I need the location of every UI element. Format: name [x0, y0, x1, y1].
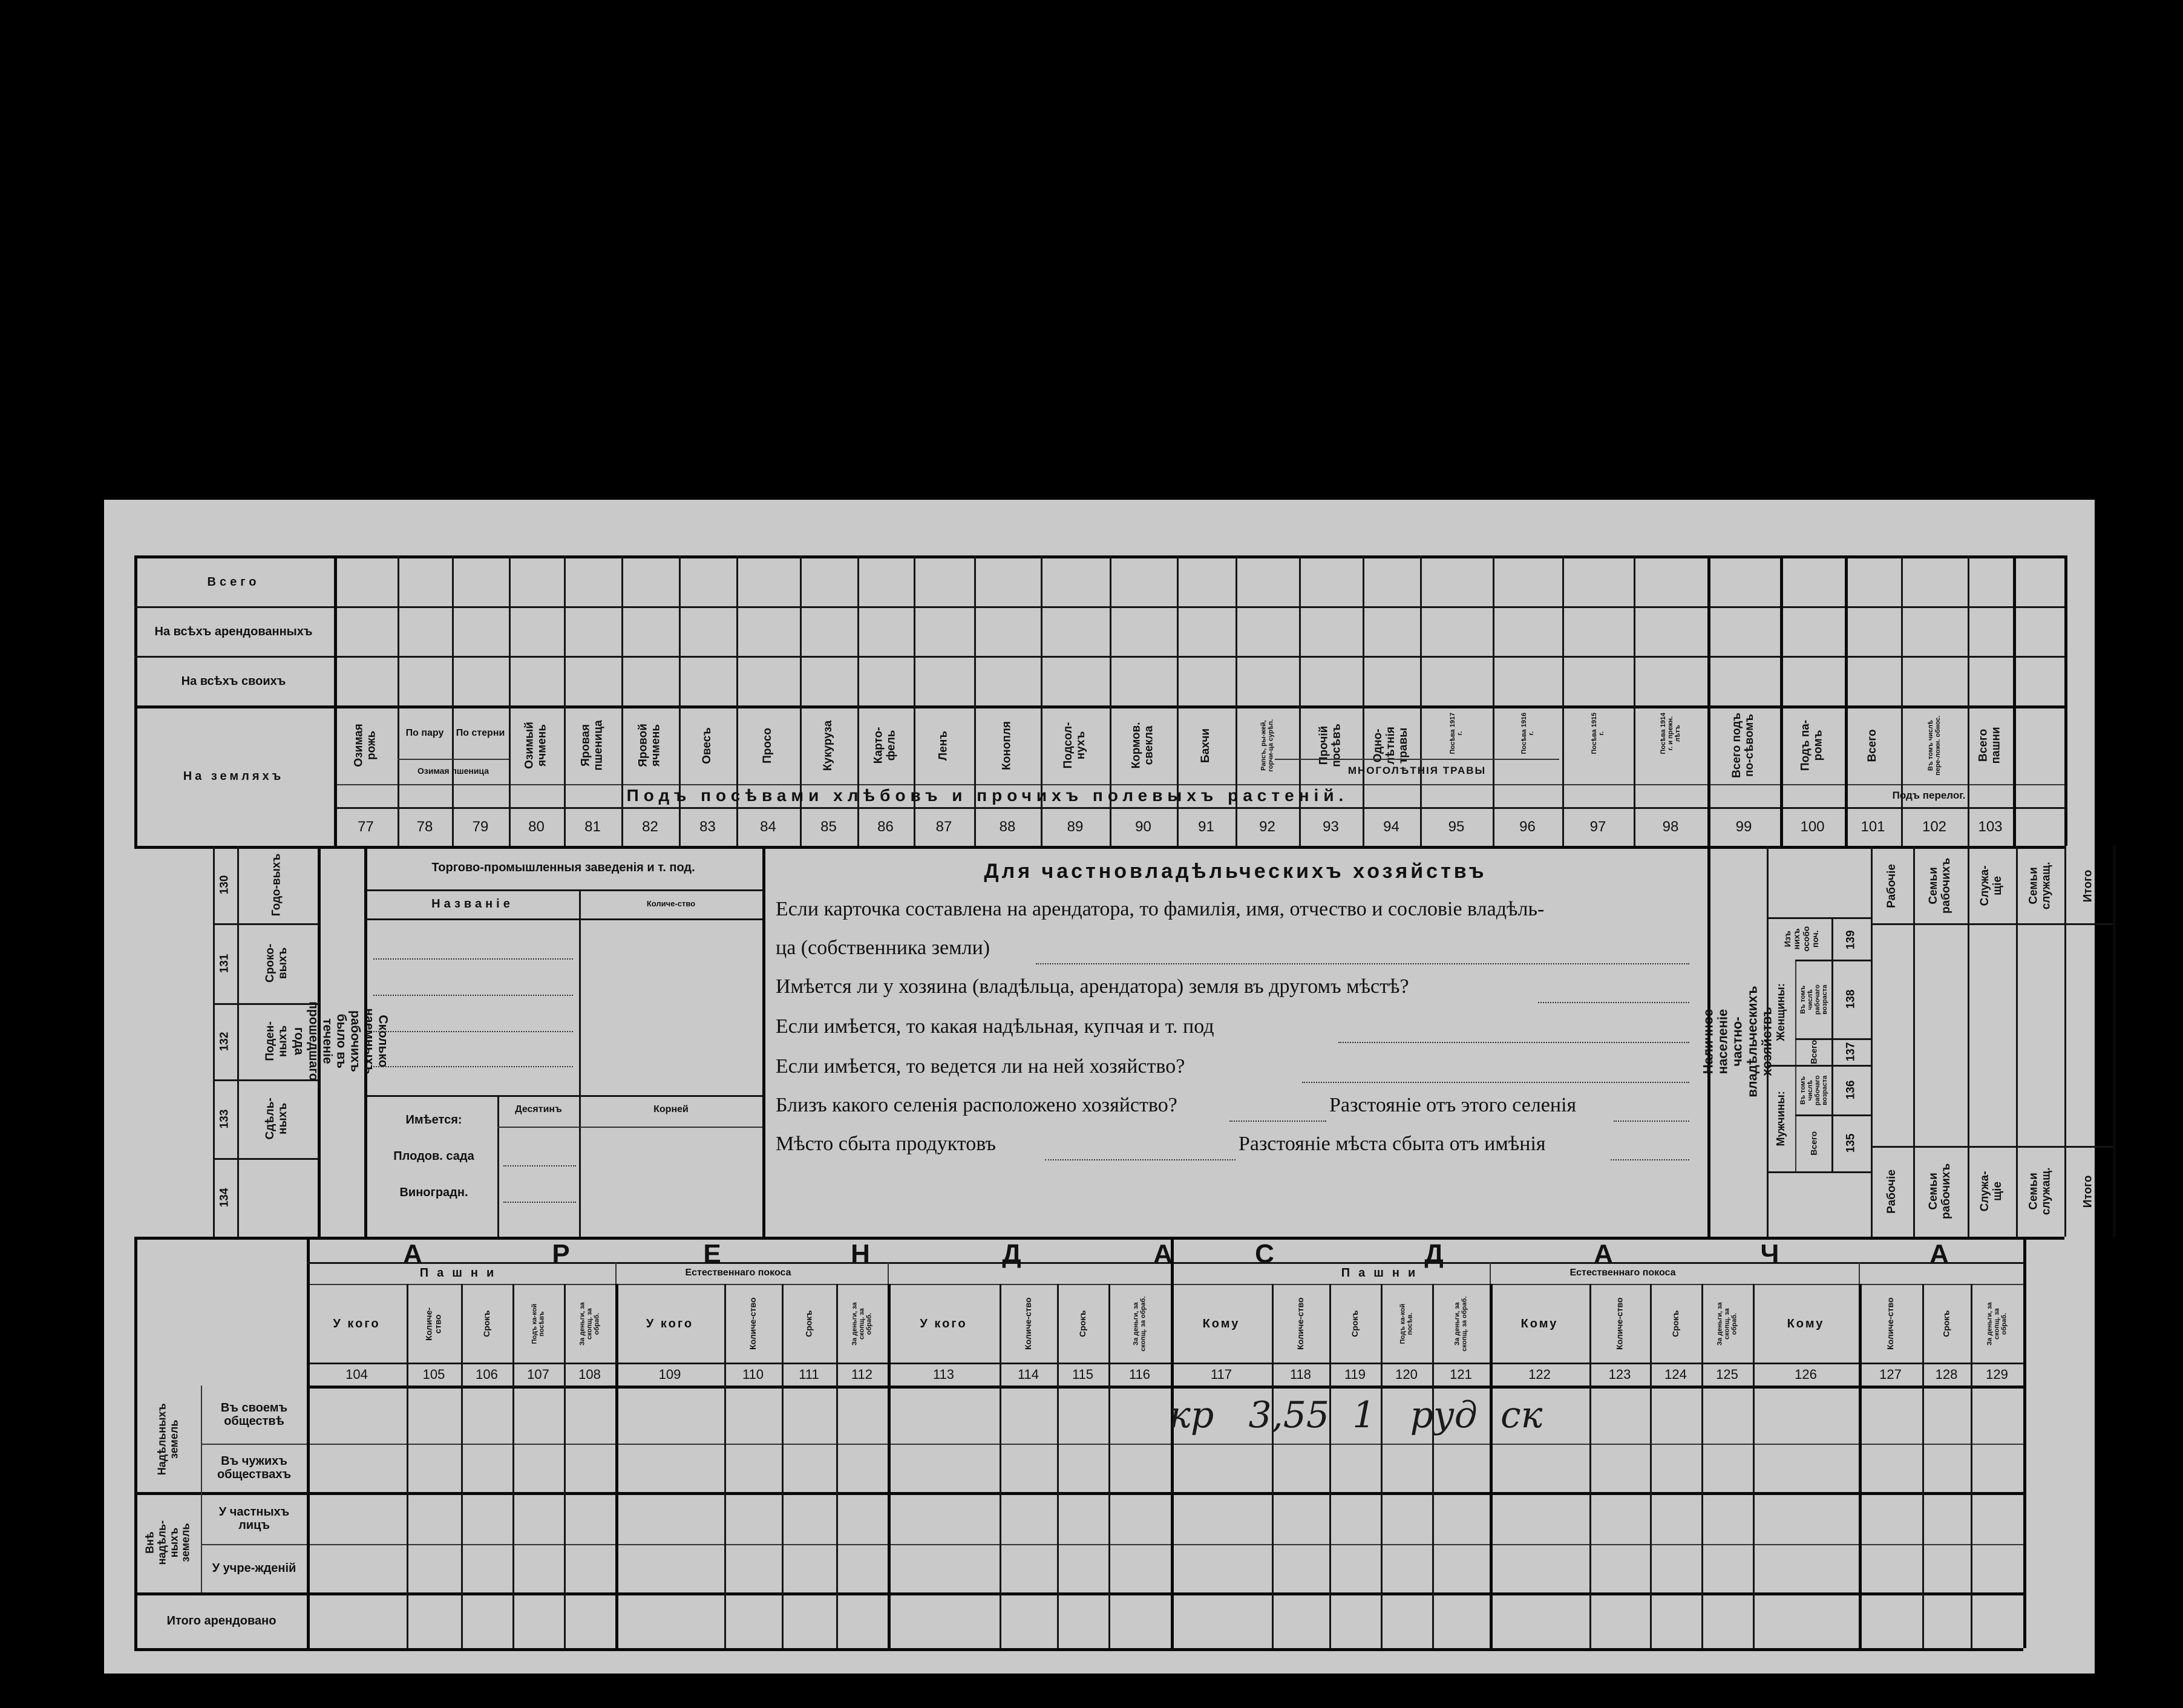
women-label: Женщины:: [1775, 983, 1787, 1041]
col-num-85: 85: [820, 819, 837, 835]
perennial-grass-group: МНОГОЛѢТНІЯ ТРАВЫ: [1347, 764, 1487, 776]
crop-header-6: Яровой ячмень: [637, 724, 663, 767]
lease-num-112: 112: [851, 1367, 873, 1382]
meadow-arenda: Естественнаго покоса: [685, 1268, 791, 1278]
col-num-89: 89: [1067, 819, 1084, 835]
lease-col-21: Срокъ: [1670, 1310, 1680, 1338]
col-num-87: 87: [935, 819, 952, 835]
pop-num-135: 135: [1844, 1133, 1857, 1153]
lease-col-9: За деньги, за скопщ. за обраб.: [851, 1302, 873, 1346]
sdacha-letter-3: А: [1594, 1239, 1613, 1269]
pop-num-137: 137: [1844, 1042, 1857, 1061]
sdacha-letter-5: А: [1929, 1239, 1949, 1269]
crop-header-7: Овесъ: [701, 727, 714, 764]
orchard-label: Плодов. сада: [393, 1150, 474, 1163]
worker-num-130: 130: [218, 875, 231, 894]
crop-header-21: Посѣва 1915 г.: [1590, 712, 1605, 754]
crop-header-16: Рапсъ, ры-жей, горчи-ца сурѣп.: [1260, 719, 1275, 772]
allotment-group-label: Надѣльныхъ земель: [155, 1403, 180, 1476]
col-num-86: 86: [877, 819, 894, 835]
col-num-100: 100: [1800, 819, 1825, 835]
crop-header-22: Посѣва 1914 г. и прежн. лѣтъ: [1659, 712, 1682, 754]
pop-head-bottom-4: Семьи служащ.: [2027, 1167, 2053, 1216]
crop-header-25: Всего: [1866, 728, 1879, 762]
col-num-91: 91: [1198, 819, 1214, 835]
lease-col-18: За деньги, за скопщ. за обраб.: [1453, 1296, 1468, 1352]
arenda-letter-5: Д: [1002, 1239, 1021, 1269]
lease-col-20: Количе-ство: [1614, 1297, 1625, 1350]
crop-header-11: Ленъ: [937, 730, 950, 761]
crop-header-3: По стерни: [456, 728, 505, 739]
meadow-sdacha: Естественнаго покоса: [1569, 1268, 1676, 1278]
row-own-society: Въ своемъ обществѣ: [220, 1401, 288, 1428]
q-owner-2: ца (собственника земли): [776, 937, 990, 959]
sowing-banner: Подъ посѣвами хлѣбовъ и прочихъ полевыхъ растеній.: [626, 785, 1349, 805]
men-working-label: Въ томъ числѣ рабочаго возраста: [1799, 1075, 1829, 1105]
lease-num-121: 121: [1450, 1367, 1472, 1382]
crop-header-13: Подсол-нухъ: [1062, 722, 1087, 769]
worker-type-4: Сдѣль-ныхъ: [264, 1098, 289, 1140]
lease-col-2: Количе-ство: [424, 1307, 443, 1341]
lease-num-123: 123: [1608, 1367, 1631, 1382]
lease-num-116: 116: [1128, 1367, 1151, 1382]
lease-num-122: 122: [1528, 1367, 1551, 1382]
row-other-societies: Въ чужихъ обществахъ: [217, 1454, 292, 1481]
lease-num-128: 128: [1935, 1367, 1958, 1382]
sdacha-letter-2: Д: [1424, 1239, 1444, 1269]
crop-header-15: Бахчи: [1199, 728, 1213, 763]
col-num-98: 98: [1662, 819, 1679, 835]
lease-num-118: 118: [1289, 1367, 1312, 1382]
nonallotment-group-label: Внѣ надѣль-ныхъ земель: [143, 1520, 192, 1565]
q-land-type: Если имѣется, то какая надѣльная, купчая и т. под: [776, 1015, 1214, 1038]
lease-num-117: 117: [1210, 1367, 1232, 1382]
lease-num-119: 119: [1344, 1367, 1366, 1382]
crop-header-14: Кормов. свекла: [1130, 722, 1156, 769]
col-num-99: 99: [1735, 819, 1752, 835]
crop-header-26: Въ томъ числѣ пере-ложн. обнос.: [1926, 715, 1942, 776]
crop-header-24: Подъ па-ромъ: [1799, 719, 1825, 771]
lease-num-105: 105: [422, 1367, 445, 1382]
col-num-81: 81: [584, 819, 601, 835]
pop-num-138: 138: [1844, 989, 1857, 1009]
lease-col-4: Подъ ка-кой посѣвъ: [531, 1303, 546, 1344]
lease-col-6: У кого: [646, 1317, 694, 1330]
women-total-label: Всего: [1808, 1040, 1819, 1064]
col-num-78: 78: [416, 819, 433, 835]
crop-header-1: Озимая рожь: [352, 724, 378, 767]
col-num-83: 83: [699, 819, 716, 835]
worker-num-134: 134: [218, 1188, 231, 1207]
q-market-distance: Разстояніе мѣста сбыта отъ имѣнія: [1239, 1133, 1546, 1155]
handwritten-entry: кр 3,55 1 руд ск: [1169, 1394, 1543, 1436]
arable-arenda: Пашни: [419, 1266, 503, 1280]
col-num-101: 101: [1861, 819, 1885, 835]
lease-num-108: 108: [578, 1367, 601, 1382]
col-num-79: 79: [472, 819, 489, 835]
lease-num-124: 124: [1664, 1367, 1687, 1382]
worker-type-2: Сроко-выхъ: [264, 943, 289, 983]
population-title: Наличное населеніе частно-владѣльческихъ хозяйствъ: [1700, 985, 1775, 1098]
col-num-95: 95: [1448, 819, 1465, 835]
lease-col-3: Срокъ: [481, 1310, 491, 1338]
lease-num-114: 114: [1017, 1367, 1039, 1382]
worker-num-133: 133: [218, 1109, 231, 1128]
pop-head-top-4: Семьи служащ.: [2027, 862, 2053, 910]
row-label-total: Всего: [207, 575, 260, 589]
lease-col-10: У кого: [920, 1317, 967, 1330]
lease-col-16: Срокъ: [1349, 1310, 1360, 1338]
fallow-group: Подъ перелог.: [1892, 789, 1966, 801]
worker-num-132: 132: [218, 1032, 231, 1051]
men-label: Мужчины:: [1775, 1091, 1787, 1147]
col-num-96: 96: [1519, 819, 1536, 835]
q-farming: Если имѣется, то ведется ли на ней хозяйство?: [776, 1055, 1185, 1078]
private-title: Для частновладѣльческихъ хозяйствъ: [984, 860, 1487, 883]
row-total-leased: Итого арендовано: [166, 1614, 277, 1628]
crop-header-2: По пару: [405, 728, 444, 739]
col-num-92: 92: [1259, 819, 1275, 835]
arable-sdacha: Пашни: [1341, 1266, 1424, 1280]
lease-col-22: За деньги, за скопщ. за обраб.: [1716, 1302, 1738, 1346]
trade-title: Торгово-промышленныя заведенія и т. под.: [431, 861, 695, 874]
lease-col-24: Количе-ство: [1885, 1297, 1895, 1350]
lease-col-13: За деньги, за скопщ. за обраб.: [1132, 1296, 1147, 1352]
q-owner-1: Если карточка составлена на арендатора, то фамилія, имя, отчество и сословіе владѣль-: [776, 898, 1545, 920]
winter-wheat-group: Озимая пшеница: [417, 766, 489, 776]
trade-col-name: Названіе: [431, 897, 514, 911]
lease-num-106: 106: [476, 1367, 498, 1382]
lease-col-19: Кому: [1520, 1317, 1559, 1330]
pop-num-136: 136: [1844, 1080, 1857, 1099]
q-village: Близъ какого селенія расположено хозяйство?: [776, 1094, 1177, 1116]
servants-label: Изъ нихъ особо поч.: [1782, 926, 1821, 952]
lease-num-129: 129: [1986, 1367, 2008, 1382]
pop-head-top-3: Служа-щіе: [1978, 865, 2004, 906]
worker-type-3: Поден-ныхъ: [264, 1021, 289, 1061]
row-label-leased: На всѣхъ арендованныхъ: [154, 625, 313, 638]
sdacha-letter-4: Ч: [1760, 1239, 1779, 1269]
lease-col-26: За деньги, за скопщ. за обраб.: [1986, 1302, 2008, 1346]
col-num-93: 93: [1323, 819, 1339, 835]
worker-type-1: Годо-выхъ: [270, 853, 283, 916]
crop-header-8: Просо: [761, 727, 774, 764]
arenda-letter-2: Р: [552, 1239, 570, 1269]
col-num-90: 90: [1135, 819, 1151, 835]
crop-header-9: Кукуруза: [822, 720, 835, 771]
census-card: [104, 500, 2095, 1674]
row-institutions: У учре-жденій: [212, 1562, 296, 1575]
lease-col-12: Срокъ: [1077, 1310, 1087, 1338]
lease-num-115: 115: [1072, 1367, 1094, 1382]
crop-header-4: Озимый ячмень: [523, 722, 549, 769]
lease-num-125: 125: [1716, 1367, 1738, 1382]
crop-header-27: Всего пашни: [1977, 727, 2003, 764]
pop-head-top-5: Итого: [2081, 869, 2095, 902]
crop-header-18: Одно-лѣтнія травы: [1372, 726, 1410, 765]
lease-num-109: 109: [658, 1367, 681, 1382]
lease-num-126: 126: [1795, 1367, 1817, 1382]
arenda-letter-3: Е: [703, 1239, 721, 1269]
lease-col-11: Количе-ство: [1023, 1297, 1033, 1350]
sdacha-letter-1: С: [1255, 1239, 1274, 1269]
lease-num-110: 110: [742, 1367, 764, 1382]
q-other-land: Имѣется ли у хозяина (владѣльца, арендатора) земля въ другомъ мѣстѣ?: [776, 975, 1409, 998]
pop-head-bottom-2: Семьи рабочихъ: [1927, 1163, 1953, 1220]
lease-num-111: 111: [799, 1367, 819, 1382]
lease-num-113: 113: [932, 1367, 955, 1382]
col-num-88: 88: [999, 819, 1016, 835]
pop-head-top-2: Семьи рабочихъ: [1927, 857, 1953, 914]
worker-num-131: 131: [218, 954, 231, 973]
crop-header-19: Посѣва 1917 г.: [1448, 712, 1464, 754]
arenda-letter-6: А: [1153, 1239, 1173, 1269]
crop-header-20: Посѣва 1916 г.: [1520, 712, 1535, 754]
col-num-97: 97: [1589, 819, 1606, 835]
col-num-82: 82: [642, 819, 658, 835]
lease-num-120: 120: [1395, 1367, 1418, 1382]
row-private-persons: У частныхъ лицъ: [218, 1505, 290, 1532]
arenda-letter-1: А: [403, 1239, 422, 1269]
hired-workers-title: Сколько наемныхъ рабочихъ было въ теченіе прошедшаго года: [292, 1001, 390, 1081]
lease-num-127: 127: [1879, 1367, 1902, 1382]
pop-head-top-1: Рабочіе: [1885, 863, 1898, 908]
crop-header-5: Яровая пшеница: [579, 720, 605, 771]
crop-header-12: Конопля: [1000, 721, 1013, 770]
pop-head-bottom-5: Итого: [2081, 1175, 2095, 1208]
col-desiatin: Десятинъ: [515, 1104, 562, 1115]
lease-num-104: 104: [345, 1367, 368, 1382]
crop-header-23: Всего подъ по-сѣвомъ: [1730, 713, 1756, 778]
lease-col-1: У кого: [333, 1317, 381, 1330]
col-num-94: 94: [1383, 819, 1399, 835]
lease-num-107: 107: [527, 1367, 549, 1382]
col-num-103: 103: [1978, 819, 2003, 835]
q-village-distance: Разстояніе отъ этого селенія: [1329, 1094, 1577, 1116]
crop-header-17: Прочій посѣвъ: [1317, 724, 1343, 767]
lease-col-7: Количе-ство: [747, 1297, 758, 1350]
has-label: Имѣется:: [405, 1113, 462, 1127]
men-total-label: Всего: [1808, 1131, 1819, 1156]
crop-header-10: Карто-фель: [872, 727, 898, 764]
col-num-102: 102: [1922, 819, 1947, 835]
vineyard-label: Виноградн.: [399, 1186, 468, 1199]
col-roots: Корней: [653, 1104, 689, 1115]
lease-col-14: Кому: [1202, 1317, 1240, 1330]
q-market: Мѣсто сбыта продуктовъ: [776, 1133, 996, 1155]
trade-col-qty: Количе-ство: [646, 898, 696, 908]
pop-head-bottom-3: Служа-щіе: [1978, 1171, 2004, 1212]
col-num-84: 84: [760, 819, 776, 835]
lease-col-25: Срокъ: [1941, 1310, 1951, 1338]
pop-num-139: 139: [1844, 930, 1857, 949]
lease-col-15: Количе-ство: [1295, 1297, 1305, 1350]
row-label-own: На всѣхъ своихъ: [181, 675, 286, 688]
lease-col-17: Подъ ка-кой посѣв.: [1399, 1303, 1414, 1344]
lease-col-8: Срокъ: [803, 1310, 814, 1338]
col-num-77: 77: [358, 819, 374, 835]
arenda-letter-4: Н: [851, 1239, 870, 1269]
lease-col-5: За деньги, за скопщ. за обраб.: [578, 1302, 601, 1346]
women-working-label: Въ томъ числѣ рабочаго возраста: [1799, 984, 1829, 1015]
pop-head-bottom-1: Рабочіе: [1885, 1169, 1898, 1214]
col-num-80: 80: [528, 819, 545, 835]
row-label-on-lands: На земляхъ: [183, 770, 284, 783]
lease-col-23: Кому: [1787, 1317, 1825, 1330]
